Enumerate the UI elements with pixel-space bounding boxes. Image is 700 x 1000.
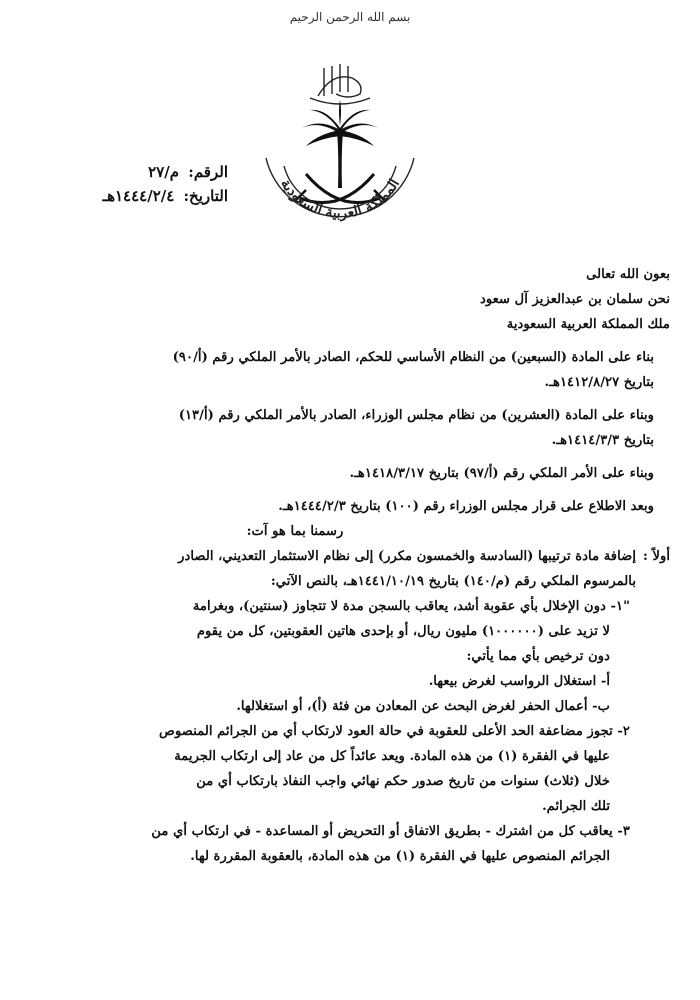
decree-body [40, 262, 670, 869]
recital-1: بناء على المادة (السبعين) من النظام الأساسي للحكم، الصادر بالأمر الملكي رقم (أ/٩٠) [172, 350, 654, 365]
palm-tree-icon [302, 100, 378, 188]
shahada-calligraphy-icon [310, 64, 370, 104]
invocation: بعون الله تعالى [586, 267, 670, 282]
clause-1-line-1: "١- دون الإخلال بأي عقوبة أشد، يعاقب بالسجن مدة لا تتجاوز (سنتين)، وبغرامة [192, 599, 630, 614]
clause-1-line-2: لا تزيد على (١٠٠٠٠٠٠) مليون ريال، أو بإحدى هاتين العقوبتين، كل من يقوم [196, 624, 610, 639]
article-first [40, 544, 670, 594]
recital-2: وبناء على المادة (العشرين) من نظام مجلس الوزراء، الصادر بالأمر الملكي رقم (أ/١٣) [178, 408, 654, 423]
recital-4: وبعد الاطلاع على قرار مجلس الوزراء رقم (١٠٠) بتاريخ ١٤٤٤/٢/٣هـ. [278, 499, 654, 514]
clause-1-line-3: دون ترخيص بأي مما يأتي: [466, 649, 610, 664]
clause-2-line-2: عليها في الفقرة (١) من هذه المادة. ويعد عائداً كل من عاد إلى ارتكاب الجريمة [174, 749, 610, 764]
recital-3: وبناء على الأمر الملكي رقم (أ/٩٧) بتاريخ ١٤١٨/٣/١٧هـ. [349, 466, 654, 481]
recital-1-cont: بتاريخ ١٤١٢/٨/٢٧هـ. [544, 375, 654, 390]
clause-3-line-2: الجرائم المنصوص عليها في الفقرة (١) من هذه المادة، بالعقوبة المقررة لها. [190, 849, 610, 864]
clause-1-b: ب- أعمال الحفر لغرض البحث عن المعادن من فئة (أ)، أو استغلالها. [236, 699, 610, 714]
emblem-ring-text: المملكة العربية السعودية [277, 176, 403, 222]
recital-2-cont: بتاريخ ١٤١٤/٣/٣هـ. [551, 433, 654, 448]
first-line-2: بالمرسوم الملكي رقم (م/١٤٠) بتاريخ ١٤٤١/١٠/١٩هـ، بالنص الآتي: [270, 574, 636, 589]
decided-heading: رسمنا بما هو آت: [246, 524, 344, 539]
clause-1-a: أ- استغلال الرواسب لغرض بيعها. [428, 674, 610, 689]
clause-2-line-3: خلال (ثلاث) سنوات من تاريخ صدور حكم نهائي واجب النفاذ بارتكاب أي من [196, 774, 610, 789]
basmala: بسم الله الرحمن الرحيم [289, 10, 411, 24]
first-label: أولاً : [642, 549, 670, 564]
reference-date: التاريخ: ١٤٤٤/٢/٤هـ [102, 187, 228, 205]
clause-2-line-1: ٢- تجوز مضاعفة الحد الأعلى للعقوبة في حالة العود لارتكاب أي من الجرائم المنصوص [159, 724, 630, 739]
royal-emblem-icon [240, 38, 440, 248]
king-title: ملك المملكة العربية السعودية [506, 317, 670, 332]
king-name: نحن سلمان بن عبدالعزيز آل سعود [479, 292, 670, 307]
clause-3-line-1: ٣- يعاقب كل من اشترك - بطريق الاتفاق أو التحريض أو المساعدة - في ارتكاب أي من [151, 824, 630, 839]
clause-2-line-4: تلك الجرائم. [542, 799, 610, 814]
first-line-1: إضافة مادة ترتيبها (السادسة والخمسون مكرر) إلى نظام الاستثمار التعديني، الصادر [178, 549, 636, 564]
reference-number: الرقم: م/٢٧ [148, 163, 228, 181]
reference-block [68, 160, 228, 208]
